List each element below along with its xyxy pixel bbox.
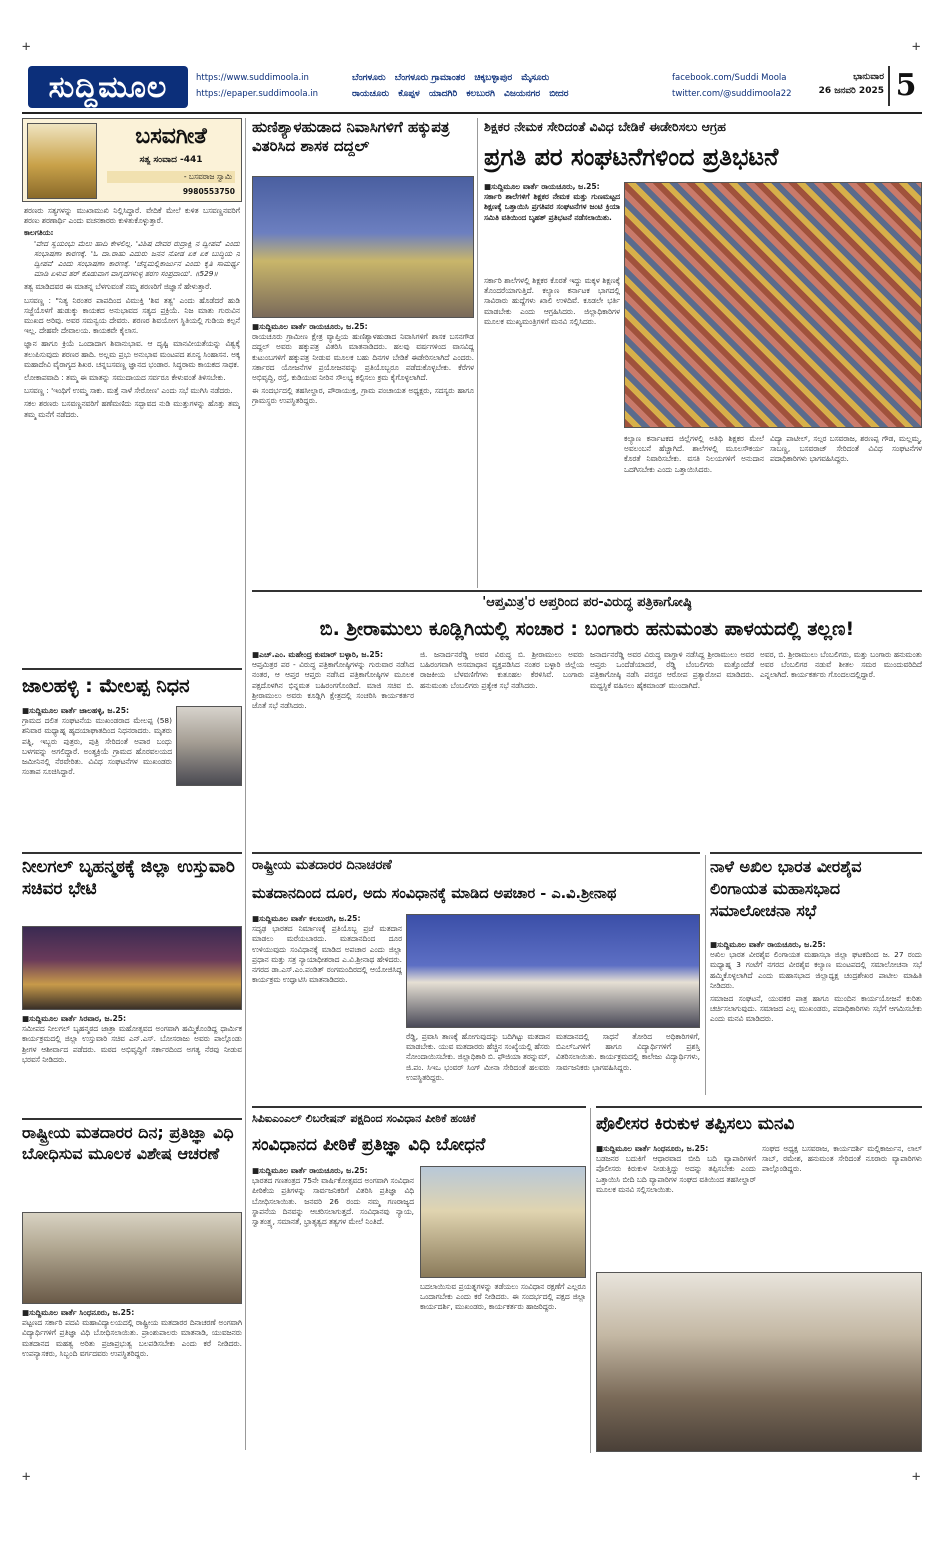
jalahalli-headline[interactable]: ಜಾಲಹಳ್ಳಿ : ಮೇಲಪ್ಪ ನಿಧನ	[22, 675, 190, 697]
article-paragraph: ಸಮಾಜದ ಸಂಘಟನೆ, ಯುವಕರ ಪಾತ್ರ ಹಾಗೂ ಮುಂದಿನ ಕಾರ್ಯಯೋಜನೆ ಕುರಿತು ಚರ್ಚಿಸಲಾಗುವುದು. ಸಮಾಜದ ಎಲ್ಲ ಮುಖಂಡರು, ಪದಾಧಿಕಾರಿಗಳು ಸಭೆಗೆ ಆಗಮಿಸಬೇಕು ಎಂದು ಮನವಿ ಮಾಡಿದರು.	[710, 994, 922, 1024]
sriramulu-column-3: ಜನಾರ್ದನರೆಡ್ಡಿ ಅವರ ವಿರುದ್ಧ ವಾಗ್ದಾಳಿ ನಡೆಸಿದ್ದ ಶ್ರೀರಾಮುಲು ಅವರ ಆಪ್ತರು ಒಂದೆಡೆಯಾದರೆ, ರೆಡ್ಡಿ ಬೆಂಬಲಿಗರು ಮತ್ತೊಂದೆಡೆ ಪತ್ರಿಕಾಗೋಷ್ಠಿ ನಡೆಸಿ ಪರಸ್ಪರ ಆರೋಪ ಪ್ರತ್ಯಾರೋಪ ಮಾಡಿದರು. ಮಧ್ಯಸ್ಥಿಕೆ ವಹಿಸಲು ಹೈಕಮಾಂಡ್ ಮುಂದಾಗಿದೆ.	[590, 650, 754, 690]
city-tag: ರಾಯಚೂರು	[352, 89, 390, 99]
voters-center-headline[interactable]: ಮತದಾನದಿಂದ ದೂರ, ಅದು ಸಂವಿಧಾನಕ್ಕೆ ಮಾಡಿದ ಅಪಚಾರ - ಎ.ವಿ.ಶ್ರೀನಾಥ	[252, 886, 617, 902]
registration-mark: +	[912, 39, 921, 55]
police-headline[interactable]: ಪೊಲೀಸರ ಕಿರುಕುಳ ತಪ್ಪಿಸಲು ಮನವಿ	[596, 1114, 795, 1134]
nilagal-headline[interactable]: ನೀಲಗಲ್ ಬೃಹನ್ಮಠಕ್ಕೆ ಜಿಲ್ಲಾ ಉಸ್ತುವಾರಿ ಸಚಿವರ ಭೇಟಿ	[22, 857, 235, 899]
nilagal-article	[22, 1014, 242, 1114]
cpi-photo	[420, 1166, 586, 1278]
cpi-headline[interactable]: ಸಂವಿಧಾನದ ಪೀಠಿಕೆ ಪ್ರತಿಜ್ಞಾ ವಿಧಿ ಬೋಧನೆ	[252, 1135, 486, 1155]
article-paragraph: ತತ್ವ ಮಾಡಿದವರ ಈ ಮಾತನ್ನ ಬೆಳಗುವಂತೆ ನಮ್ಮ ಶರಣರಿಗೆ ಜಿಜ್ಞಾಸೆ ಹೇಳುತ್ತಾರೆ.	[24, 282, 212, 292]
column-rule	[590, 1108, 591, 1453]
basava-header-box	[22, 118, 242, 202]
article-paragraph: ರಾಯಚೂರು ಗ್ರಾಮೀಣ ಕ್ಷೇತ್ರ ವ್ಯಾಪ್ತಿಯ ಹುಣಿಶ್ಯಾಳಹುಡಾದ ನಿವಾಸಿಗಳಿಗೆ ಶಾಸಕ ಬಸನಗೌಡ ದದ್ದಲ್ ಅವರು ಹಕ್ಕುಪತ್ರ ವಿತರಿಸಿ ಮಾತನಾಡಿದರು. ಹಲವು ವರ್ಷಗಳಿಂದ ವಾಸವಿದ್ದ ಕುಟುಂಬಗಳಿಗೆ ಹಕ್ಕುಪತ್ರ ನೀಡುವ ಮೂಲಕ ಬಹು ದಿನಗಳ ಬೇಡಿಕೆ ಈಡೇರಿಸಲಾಗಿದೆ ಎಂದರು. ಸರ್ಕಾರದ ಯೋಜನೆಗಳ ಪ್ರಯೋಜನವನ್ನು ಪ್ರತಿಯೊಬ್ಬರೂ ಪಡೆದುಕೊಳ್ಳಬೇಕು. ಕೆರೆಗಳ ಅಭಿವೃದ್ಧಿ, ರಸ್ತೆ, ಕುಡಿಯುವ ನೀರಿನ ಸೌಲಭ್ಯ ಕಲ್ಪಿಸಲು ಕ್ರಮ ಕೈಗೊಳ್ಳಲಾಗಿದೆ.	[252, 332, 474, 383]
masthead-rule	[22, 112, 922, 114]
page-number: 5	[888, 66, 922, 106]
article-paragraph: ಬಸವಣ್ಣ : 'ಇಂಥಿಗೆ ಉಮ್ಮ ಸಾಕು. ಮತ್ತೆ ನಾಳೆ ಸೇರೋಣ' ಎಂದು ಸಭೆ ಮುಗಿಸಿ ನಡೆದರು.	[24, 386, 233, 396]
city-tag: ವಿಜಯನಗರ	[504, 89, 541, 99]
article-byline: ■ಸುದ್ದಿಮೂಲ ವಾರ್ತೆ ರಾಯಚೂರು, ಜ.25:	[252, 322, 368, 331]
hunashyal-article	[252, 322, 474, 584]
column-rule	[705, 855, 706, 1095]
facebook-link[interactable]: facebook.com/Suddi Moola	[672, 73, 787, 83]
article-paragraph: ಬಸವಣ್ಣ : "ನಿತ್ಯ ನಿರಂತರ ಪಾಪದಿಂದ ವಿಮುಕ್ತಿ 'ಶಿವ ತತ್ವ' ಎಂದು ಹೊಡೆದರೆ ಹುಡಿ ಸಜ್ಜೆಯೊಳಗೆ ಹುಡುಕ್ಕು ಕಾಯಕದ ಅನುಭಾವದ ಸತ್ಯದ ಪ್ರಕ್ರಿಯೆ. ನಿಜ ಮಾತು ಗುರುವಿನ ಮುಖದ ಅರಿವು. ಅವರ ಸಮನ್ವಯ ದೇವರು. ಶರಣರ ಶಿವಯೋಗ ಸ್ಥಿತಿಯಲ್ಲಿ ಗುಡಿಯ ಕಲ್ಪನೆ ಇಲ್ಲ. ದೇಹವೇ ದೇವಾಲಯ. ಕಾಯಕವೇ ಕೈಲಾಸ.	[24, 295, 240, 336]
article-byline: ■ಸುದ್ದಿಮೂಲ ವಾರ್ತೆ ಜಾಲಹಳ್ಳಿ, ಜ.25:	[22, 706, 130, 715]
hunashyal-photo	[252, 176, 474, 318]
masthead-links	[196, 70, 346, 102]
article-paragraph: ಭಾರತದ ಗಣತಂತ್ರದ 75ನೇ ವಾರ್ಷಿಕೋತ್ಸವದ ಅಂಗವಾಗಿ ಸಂವಿಧಾನ ಪೀಠಿಕೆಯ ಪ್ರತಿಗಳನ್ನು ಸಾರ್ವಜನಿಕರಿಗೆ ವಿತರಿಸಿ ಪ್ರತಿಜ್ಞಾ ವಿಧಿ ಬೋಧಿಸಲಾಯಿತು. ಜನವರಿ 26 ರಂದು ನಮ್ಮ ಗಣರಾಜ್ಯದ ಸ್ಥಾಪನೆಯ ದಿನವನ್ನು ಆಚರಿಸಲಾಗುತ್ತದೆ. ಸಂವಿಧಾನವು ನ್ಯಾಯ, ಸ್ವಾತಂತ್ರ್ಯ, ಸಮಾನತೆ, ಭ್ರಾತೃತ್ವದ ತತ್ವಗಳ ಮೇಲೆ ನಿಂತಿದೆ.	[252, 1176, 414, 1227]
voters-left-photo	[22, 1212, 242, 1304]
registration-mark: +	[22, 39, 31, 55]
article-paragraph: ಶರಣರು ಸತ್ಯಗಳನ್ನು ಮುಖಾಮುಖಿ ನಿಲ್ಲಿಸಿದ್ದಾರೆ. ವೇದಿಕೆ ಮೇಲೆ ಕುಳಿತ ಬಸವಣ್ಣನವರಿಗೆ ಶರಣು ಶರಣಾರ್ಥಿ ಎಂದು ವಚನಕಾರರು ಕುಳಿತುಕೊಳ್ಳುತ್ತಾರೆ.	[24, 206, 240, 226]
article-paragraph: ಸಕಲ ಶರಣರು ಬಸವಣ್ಣನವರಿಗೆ ಹಣೆಮಣಿದು ಸದ್ಭಾವದ ನುಡಿ ಮುತ್ತುಗಳನ್ನು ಹೊತ್ತು ತಮ್ಮ ತಮ್ಮ ಮನೆಗೆ ನಡೆದರು.	[24, 399, 240, 419]
cpi-column-1	[252, 1166, 414, 1454]
column-rule	[245, 650, 246, 1450]
police-photo	[596, 1272, 922, 1452]
voters-center-photo	[406, 914, 700, 1028]
police-column-2: ಸಂಘದ ಅಧ್ಯಕ್ಷ ಬಸವರಾಜ, ಕಾರ್ಯದರ್ಶಿ ಮಲ್ಲಿಕಾರ್ಜುನ, ಲಾಲ್ ಸಾಬ್, ರಮೇಶ, ಹನುಮಂತ ಸೇರಿದಂತೆ ನೂರಾರು ವ್ಯಾಪಾರಿಗಳು ಪಾಲ್ಗೊಂಡಿದ್ದರು.	[762, 1144, 922, 1174]
section-rule	[710, 852, 922, 854]
article-paragraph: ಈ ಸಂದರ್ಭದಲ್ಲಿ ತಹಸೀಲ್ದಾರ, ಪೌರಾಯುಕ್ತ, ಗ್ರಾಮ ಪಂಚಾಯತ ಅಧ್ಯಕ್ಷರು, ಸದಸ್ಯರು ಹಾಗೂ ಗ್ರಾಮಸ್ಥರು ಉಪಸ್ಥಿತರಿದ್ದರು.	[252, 386, 474, 406]
nilagal-photo	[22, 926, 242, 1010]
article-byline: ■ಸುದ್ದಿಮೂಲ ವಾರ್ತೆ ರಾಯಚೂರು, ಜ.25:	[252, 1166, 368, 1175]
article-paragraph: ಬಡಜನರ ಬದುಕಿಗೆ ಆಧಾರವಾದ ಬೀದಿ ಬದಿ ವ್ಯಾಪಾರಿಗಳಿಗೆ ಪೊಲೀಸರು ಕಿರುಕುಳ ನೀಡುತ್ತಿದ್ದು ಅದನ್ನು ತಪ್ಪಿಸಬೇಕು ಎಂದು ಒತ್ತಾಯಿಸಿ ಬೀದಿ ಬದಿ ವ್ಯಾಪಾರಿಗಳ ಸಂಘದ ವತಿಯಿಂದ ತಹಸೀಲ್ದಾರ್ ಮೂಲಕ ಮನವಿ ಸಲ್ಲಿಸಲಾಯಿತು.	[596, 1154, 756, 1194]
article-byline: ■ಸುದ್ದಿಮೂಲ ವಾರ್ತೆ ಕಲಬುರಗಿ, ಜ.25:	[252, 914, 361, 923]
jalahalli-portrait	[176, 706, 242, 786]
mahasabha-headline[interactable]: ನಾಳೆ ಅಖಿಲ ಭಾರತ ವೀರಶೈವ ಲಿಂಗಾಯತ ಮಹಾಸಭಾದ ಸಮಾಲೋಚನಾ ಸಭೆ	[710, 857, 862, 920]
jalahalli-article	[22, 706, 242, 846]
section-rule	[22, 852, 242, 854]
sriramulu-kicker: 'ಆಪ್ತಮಿತ್ರ'ರ ಆಪ್ತರಿಂದ ಪರ-ವಿರುದ್ಧ ಪತ್ರಿಕಾಗೋಷ್ಠಿ	[482, 595, 692, 610]
voters-left-headline[interactable]: ರಾಷ್ಟ್ರೀಯ ಮತದಾರರ ದಿನ; ಪ್ರತಿಜ್ಞಾ ವಿಧಿ ಬೋಧಿಸುವ ಮೂಲಕ ವಿಶೇಷ ಆಚರಣೆ	[22, 1123, 234, 1163]
masthead-date	[812, 70, 884, 98]
protest-headline[interactable]: ಪ್ರಗತಿ ಪರ ಸಂಘಟನೆಗಳಿಂದ ಪ್ರತಿಭಟನೆ	[484, 143, 779, 171]
date-label: 26 ಜನವರಿ 2025	[818, 86, 884, 96]
section-rule	[22, 1118, 242, 1120]
basava-title: ಬಸವಗೀತೆ	[135, 123, 207, 149]
section-rule	[596, 1106, 922, 1108]
protest-kicker: ಶಿಕ್ಷಕರ ನೇಮಕ ಸೇರಿದಂತೆ ವಿವಿಧ ಬೇಡಿಕೆ ಈಡೇರಿಸಲು ಆಗ್ರಹ	[484, 119, 726, 134]
city-tag: ಚಿಕ್ಕಬಳ್ಳಾಪುರ	[474, 73, 513, 83]
section-rule	[252, 852, 700, 854]
basava-phone: 9980553750	[182, 187, 235, 196]
protest-column-1: ಸರ್ಕಾರಿ ಶಾಲೆಗಳಲ್ಲಿ ಶಿಕ್ಷಕರ ಕೊರತೆ ಇದ್ದು ಮಕ್ಕಳ ಶಿಕ್ಷಣಕ್ಕೆ ತೊಂದರೆಯಾಗುತ್ತಿದೆ. ಕಲ್ಯಾಣ ಕರ್ನಾಟಕ ಭಾಗದಲ್ಲಿ ಸಾವಿರಾರು ಹುದ್ದೆಗಳು ಖಾಲಿ ಉಳಿದಿವೆ. ಕೂಡಲೇ ಭರ್ತಿ ಮಾಡಬೇಕು ಎಂದು ಆಗ್ರಹಿಸಿದರು. ಜಿಲ್ಲಾಧಿಕಾರಿಗಳ ಮೂಲಕ ಮುಖ್ಯಮಂತ್ರಿಗಳಿಗೆ ಮನವಿ ಸಲ್ಲಿಸಿದರು.	[484, 276, 620, 326]
protest-lead	[484, 182, 620, 272]
column-rule	[245, 118, 246, 666]
cpi-column-2: ಬದಲಾಯಿಸುವ ಪ್ರಯತ್ನಗಳನ್ನು ತಡೆಯಲು ಸಂವಿಧಾನ ರಕ್ಷಣೆಗೆ ಎಲ್ಲರೂ ಒಂದಾಗಬೇಕು ಎಂದು ಕರೆ ನೀಡಿದರು. ಈ ಸಂದರ್ಭದಲ್ಲಿ ಪಕ್ಷದ ಜಿಲ್ಲಾ ಕಾರ್ಯದರ್ಶಿ, ಮುಖಂಡರು, ಕಾರ್ಯಕರ್ತರು ಹಾಜರಿದ್ದರು.	[420, 1282, 586, 1312]
article-lead: ಸರ್ಕಾರಿ ಶಾಲೆಗಳಿಗೆ ಶಿಕ್ಷಕರ ನೇಮಕ ಮತ್ತು ಗುಣಮಟ್ಟದ ಶಿಕ್ಷಣಕ್ಕೆ ಒತ್ತಾಯಿಸಿ ಪ್ರಗತಿಪರ ಸಂಘಟನೆಗಳ ಜಂಟಿ ಕ್ರಿಯಾ ಸಮಿತಿ ವತಿಯಿಂದ ಬೃಹತ್ ಪ್ರತಿಭಟನೆ ನಡೆಸಲಾಯಿತು.	[484, 192, 620, 222]
section-rule	[252, 590, 922, 592]
protest-photo	[624, 182, 922, 428]
sriramulu-column-4: ಅವರ, ಬಿ. ಶ್ರೀರಾಮುಲು ಬೆಂಬಲಿಗರು, ಮತ್ತು ಬಂಗಾರು ಹನುಮಂತು ಅವರ ಬೆಂಬಲಿಗರ ನಡುವೆ ಶೀತಲ ಸಮರ ಮುಂದುವರಿದಿದೆ ಎನ್ನಲಾಗಿದೆ. ಕಾರ್ಯಕರ್ತರು ಗೊಂದಲದಲ್ಲಿದ್ದಾರೆ.	[760, 650, 922, 680]
epaper-link[interactable]: https://epaper.suddimoola.in	[196, 89, 319, 99]
article-paragraph: ಗ್ರಾಮದ ದಲಿತ ಸಂಘಟನೆಯ ಮುಖಂಡರಾದ ಮೇಲಪ್ಪ (58) ಶನಿವಾರ ಮಧ್ಯಾಹ್ನ ಹೃದಯಾಘಾತದಿಂದ ನಿಧನರಾದರು. ಮೃತರು ಪತ್ನಿ, ಇಬ್ಬರು ಪುತ್ರರು, ಪುತ್ರಿ ಸೇರಿದಂತೆ ಅಪಾರ ಬಂಧು ಬಳಗವನ್ನು ಅಗಲಿದ್ದಾರೆ. ಅಂತ್ಯಕ್ರಿಯೆ ಗ್ರಾಮದ ಹೊರವಲಯದ ಜಮೀನಿನಲ್ಲಿ ನೆರವೇರಿತು. ವಿವಿಧ ಸಂಘಟನೆಗಳ ಮುಖಂಡರು ಸಂತಾಪ ಸೂಚಿಸಿದ್ದಾರೆ.	[22, 716, 172, 777]
sriramulu-column-2: ಜಿ. ಜನಾರ್ದನರೆಡ್ಡಿ ಅವರ ವಿರುದ್ಧ ಬಿ. ಶ್ರೀರಾಮುಲು ಅವರು ಬಹಿರಂಗವಾಗಿ ಅಸಮಾಧಾನ ವ್ಯಕ್ತಪಡಿಸಿದ ನಂತರ ಬಳ್ಳಾರಿ ಜಿಲ್ಲೆಯ ರಾಜಕೀಯ ಬೆಳವಣಿಗೆಗಳು ಕುತೂಹಲ ಕೆರಳಿಸಿವೆ. ಬಂಗಾರು ಹನುಮಂತು ಬೆಂಬಲಿಗರು ಪ್ರತ್ಯೇಕ ಸಭೆ ನಡೆಸಿದರು.	[420, 650, 584, 690]
column-rule	[477, 118, 478, 588]
website-link[interactable]: https://www.suddimoola.in	[196, 73, 309, 83]
basava-subtitle: ಸತ್ಯ ಸಂವಾದ -441	[139, 155, 203, 165]
article-paragraph: ಪಟ್ಟಣದ ಸರ್ಕಾರಿ ಪದವಿ ಮಹಾವಿದ್ಯಾಲಯದಲ್ಲಿ ರಾಷ್ಟ್ರೀಯ ಮತದಾರರ ದಿನಾಚರಣೆ ಅಂಗವಾಗಿ ವಿದ್ಯಾರ್ಥಿಗಳಿಗೆ ಪ್ರತಿಜ್ಞಾ ವಿಧಿ ಬೋಧಿಸಲಾಯಿತು. ಪ್ರಾಂಶುಪಾಲರು ಮಾತನಾಡಿ, ಯುವಜನರು ಮತದಾನದ ಮಹತ್ವ ಅರಿತು ಪ್ರಜಾಪ್ರಭುತ್ವ ಬಲಪಡಿಸಬೇಕು ಎಂದು ಕರೆ ನೀಡಿದರು. ಉಪನ್ಯಾಸಕರು, ಸಿಬ್ಬಂದಿ ವರ್ಗದವರು ಉಪಸ್ಥಿತರಿದ್ದರು.	[22, 1318, 242, 1358]
article-paragraph: ಅಖಿಲ ಭಾರತ ವೀರಶೈವ ಲಿಂಗಾಯತ ಮಹಾಸಭಾ ಜಿಲ್ಲಾ ಘಟಕದಿಂದ ಜ. 27 ರಂದು ಮಧ್ಯಾಹ್ನ 3 ಗಂಟೆಗೆ ನಗರದ ವೀರಶೈವ ಕಲ್ಯಾಣ ಮಂಟಪದಲ್ಲಿ ಸಮಾಲೋಚನಾ ಸಭೆ ಹಮ್ಮಿಕೊಳ್ಳಲಾಗಿದೆ ಎಂದು ಮಹಾಸಭಾದ ಜಿಲ್ಲಾಧ್ಯಕ್ಷ ಚಂದ್ರಶೇಖರ ಪಾಟೀಲ ಮಾಹಿತಿ ನೀಡಿದರು.	[710, 950, 922, 990]
article-subhead: ಕಾಲಗತಿಯ:	[24, 228, 54, 238]
basava-article	[24, 206, 240, 646]
masthead-logo[interactable]: ಸುದ್ದಿಮೂಲ	[28, 66, 188, 108]
voters-center-column-2: ರೆಡ್ಡಿ, ಪ್ರವಾಸಿ ತಾಣಕ್ಕೆ ಹೋಗುವುದನ್ನು ಬದಿಗಿಟ್ಟು ಮತದಾನ ಮಾಡಬೇಕು. ಯುವ ಮತದಾರರು ಹೆಚ್ಚಿನ ಸಂಖ್ಯೆಯಲ್ಲಿ ಹೆಸರು ನೋಂದಾಯಿಸಬೇಕು. ಜಿಲ್ಲಾಧಿಕಾರಿ ಬಿ. ಫೌಜಿಯಾ ತರನ್ನುಮ್, ಜಿ.ಪಂ. ಸಿಇಒ ಭಂವರ್ ಸಿಂಗ್ ಮೀನಾ ಸೇರಿದಂತೆ ಹಲವರು ಉಪಸ್ಥಿತರಿದ್ದರು.	[406, 1032, 550, 1082]
voters-center-column-3: ಮತದಾನದಲ್ಲಿ ಸಾಧನೆ ತೋರಿದ ಅಧಿಕಾರಿಗಳಿಗೆ, ಬಿಎಲ್ಒಗಳಿಗೆ ಹಾಗೂ ವಿದ್ಯಾರ್ಥಿಗಳಿಗೆ ಪ್ರಶಸ್ತಿ ವಿತರಿಸಲಾಯಿತು. ಕಾರ್ಯಕ್ರಮದಲ್ಲಿ ಕಾಲೇಜು ವಿದ್ಯಾರ್ಥಿಗಳು, ಸಾರ್ವಜನಿಕರು ಭಾಗವಹಿಸಿದ್ದರು.	[556, 1032, 700, 1072]
article-verse: 'ವೇದ ಸ್ವಯಂಭು ಮೆಲು ಹಾದಿ ಕೇಳಲಿಲ್ಲ. 'ವಿಶಿಷ ದೇವರ ರುದ್ರಾಕ್ಷಿ ನ ದ್ವೀಪವ' ಎಂದು ಸಂಭಾಷಣಾ ಕಾರಣಕ್ಕೆ. 'ಓ ದಾ.ರಾಹು ಎದುರು ಜನನ ನೋಡ ಏಕ ಏಕ ಬುದ್ಧಿಯ ನ ದ್ವೀಪವ' ಎಂದು ಸಂಭಾಷಣಾ ಕಾರಣಕ್ಕೆ. 'ಚೆನ್ನಮಲ್ಲಿಕಾರ್ಜುನ ಎಂದು ಕೃತಿ ಸಾಮರ್ಥ್ಯ ಮಾಡಿ ಏಳುವ ಶರ್ ಕೊಡುವಾಗ ವಾಗ್ನದಗಳುಳ್ಳ ಶರಣ ಸಂಪ್ರದಾಯ'. ॥529॥	[34, 238, 240, 279]
voters-center-kicker: ರಾಷ್ಟ್ರೀಯ ಮತದಾರರ ದಿನಾಚರಣೆ	[252, 858, 392, 873]
protest-column-3: ವಿದ್ಯಾ ಪಾಟೀಲ್, ಸಲ್ಗರ ಬಸವರಾಜ, ಶರಣಪ್ಪ ಗೌಡ, ಮಲ್ಲಮ್ಮ, ಸಾಬಣ್ಣ, ಬಸವರಾಜ್ ಸೇರಿದಂತೆ ವಿವಿಧ ಸಂಘಟನೆಗಳ ಪದಾಧಿಕಾರಿಗಳು ಭಾಗವಹಿಸಿದ್ದರು.	[770, 434, 922, 464]
masthead-cities	[352, 70, 652, 102]
city-tag: ಕೊಪ್ಪಳ	[398, 89, 420, 99]
city-tag: ಬೆಂಗಳೂರು	[352, 73, 386, 83]
cpi-kicker: ಸಿಪಿಐಎಂಎಲ್ ಲಿಬರೇಷನ್ ಪಕ್ಷದಿಂದ ಸಂವಿಧಾನ ಪೀಠಿಕೆ ಹಂಚಿಕೆ	[252, 1112, 476, 1125]
article-paragraph: ಲೋಕಾಪವಾದಿ : ತಮ್ಮ ಈ ಮಾತನ್ನು ಸಮುದಾಯದ ಸರ್ವರೂ ಕೇಳುವಂತೆ ತಿಳಿಸಬೇಕು.	[24, 373, 226, 383]
hunashyal-headline[interactable]: ಹುಣಿಶ್ಯಾಳಹುಡಾದ ನಿವಾಸಿಗಳಿಗೆ ಹಕ್ಕುಪತ್ರ ವಿತರಿಸಿದ ಶಾಸಕ ದದ್ದಲ್	[252, 118, 450, 155]
masthead-social	[672, 70, 802, 102]
police-column-1	[596, 1144, 756, 1268]
article-paragraph: ಸದೃಢ ಭಾರತದ ನಿರ್ಮಾಣಕ್ಕೆ ಪ್ರತಿಯೊಬ್ಬ ಪ್ರಜೆ ಮತದಾನ ಮಾಡಲು ಮರೆಯಬಾರದು. ಮತದಾನದಿಂದ ದೂರ ಉಳಿಯುವುದು ಸಂವಿಧಾನಕ್ಕೆ ಮಾಡಿದ ಅಪಚಾರ ಎಂದು ಜಿಲ್ಲಾ ಪ್ರಧಾನ ಮತ್ತು ಸತ್ರ ನ್ಯಾಯಾಧೀಶರಾದ ಎ.ವಿ.ಶ್ರೀನಾಥ ಹೇಳಿದರು. ನಗರದ ಡಾ.ಎಸ್.ಎಂ.ಪಂಡಿತ್ ರಂಗಮಂದಿರದಲ್ಲಿ ಆಯೋಜಿಸಿದ್ದ ಕಾರ್ಯಕ್ರಮ ಉದ್ಘಾಟಿಸಿ ಮಾತನಾಡಿದರು.	[252, 924, 402, 985]
article-paragraph: ಆಪ್ತಮಿತ್ರರ ಪರ - ವಿರುದ್ಧ ಪತ್ರಿಕಾಗೋಷ್ಠಿಗಳನ್ನು ಗುರುವಾರ ನಡೆಸಿದ ನಂತರ, ಆ ಆಪ್ತರ ಆಪ್ತರು ನಡೆಸಿದ ಪತ್ರಿಕಾಗೋಷ್ಠಿಗಳ ಮೂಲಕ ಪಕ್ಷದೊಳಗಿನ ಭಿನ್ನಮತ ಬಹಿರಂಗಗೊಂಡಿದೆ. ಮಾಜಿ ಸಚಿವ ಬಿ. ಶ್ರೀರಾಮುಲು ಅವರು ಕೂಡ್ಲಿಗಿ ಕ್ಷೇತ್ರದಲ್ಲಿ ಸಂಚರಿಸಿ ಕಾರ್ಯಕರ್ತರ ಜೊತೆ ಸಭೆ ನಡೆಸಿದರು.	[252, 660, 414, 711]
day-label: ಭಾನುವಾರ	[853, 72, 884, 82]
article-byline: ■ಸುದ್ದಿಮೂಲ ವಾರ್ತೆ ರಾಯಚೂರು, ಜ.25:	[710, 940, 826, 949]
article-byline: ■ಸುದ್ದಿಮೂಲ ವಾರ್ತೆ ರಾಯಚೂರು, ಜ.25:	[484, 182, 600, 191]
article-paragraph: ಸಮೀಪದ ನೀಲಗಲ್ ಬೃಹನ್ಮಠದ ಜಾತ್ರಾ ಮಹೋತ್ಸವದ ಅಂಗವಾಗಿ ಹಮ್ಮಿಕೊಂಡಿದ್ದ ಧಾರ್ಮಿಕ ಕಾರ್ಯಕ್ರಮದಲ್ಲಿ ಜಿಲ್ಲಾ ಉಸ್ತುವಾರಿ ಸಚಿವ ಎನ್.ಎಸ್. ಬೋಸರಾಜು ಅವರು ಪಾಲ್ಗೊಂಡು ಶ್ರೀಗಳ ಆಶೀರ್ವಾದ ಪಡೆದರು. ಮಠದ ಅಭಿವೃದ್ಧಿಗೆ ಸರ್ಕಾರದಿಂದ ಅಗತ್ಯ ನೆರವು ನೀಡುವ ಭರವಸೆ ನೀಡಿದರು.	[22, 1024, 242, 1064]
basava-portrait	[27, 123, 97, 199]
section-rule	[22, 668, 242, 670]
mahasabha-article	[710, 940, 922, 1102]
sriramulu-column-1	[252, 650, 414, 846]
city-tag: ಯಾದಗಿರಿ	[428, 89, 458, 99]
city-tag: ಬೆಂಗಳೂರು ಗ್ರಾಮಾಂತರ	[394, 73, 466, 83]
section-rule	[252, 1106, 586, 1108]
article-byline: ■ಸುದ್ದಿಮೂಲ ವಾರ್ತೆ ಸಿಂಧನೂರು, ಜ.25:	[596, 1144, 709, 1153]
registration-mark: +	[22, 1469, 31, 1485]
article-paragraph: ಜ್ಞಾನ ಹಾಗೂ ಕ್ರಿಯೆ ಒಂದಾದಾಗ ಶಿವಾನುಭಾವ. ಆ ದೃಷ್ಟಿ ಮಾನವೀಯತೆಯನ್ನು ವಿಶ್ವಕ್ಕೆ ತಲುಪಿಸುವುದು ಶರಣರ ಹಾದಿ. ಅಲ್ಲಮ ಪ್ರಭು ಅನುಭಾವ ಮಂಟಪದ ಶೂನ್ಯ ಸಿಂಹಾಸನ. ಅಕ್ಕ ಮಹಾದೇವಿ ವೈರಾಗ್ಯದ ಶಿಖರ. ಚನ್ನಬಸವಣ್ಣ ಜ್ಞಾನದ ಭಂಡಾರ. ಸಿದ್ಧರಾಮ ಕಾಯಕದ ಸಾಧಕ.	[24, 339, 240, 369]
city-tag: ಕಲಬುರಗಿ	[466, 89, 495, 99]
twitter-link[interactable]: twitter.com/@suddimoola22	[672, 89, 792, 99]
article-byline: ■ಸುದ್ದಿಮೂಲ ವಾರ್ತೆ ಸಿಂಧನೂರು, ಜ.25:	[22, 1308, 135, 1317]
registration-mark: +	[912, 1469, 921, 1485]
city-tag: ಬೀದರ	[549, 89, 569, 99]
city-tag: ಮೈಸೂರು	[521, 73, 550, 83]
basava-author: - ಬಸವರಾಜ ಸ್ವಾಮಿ	[107, 171, 235, 183]
article-byline: ■ಎಚ್.ಎಂ. ಮಹೇಂದ್ರ ಕುಮಾರ್ ಬಳ್ಳಾರಿ, ಜ.25:	[252, 650, 383, 659]
voters-center-column-1	[252, 914, 402, 1102]
sriramulu-headline[interactable]: ಬಿ. ಶ್ರೀರಾಮುಲು ಕೂಡ್ಲಿಗಿಯಲ್ಲಿ ಸಂಚಾರ : ಬಂಗಾರು ಹನುಮಂತು ಪಾಳಯದಲ್ಲಿ ತಲ್ಲಣ!	[319, 618, 855, 640]
protest-column-2: ಕಲ್ಯಾಣ ಕರ್ನಾಟಕದ ಜಿಲ್ಲೆಗಳಲ್ಲಿ ಅತಿಥಿ ಶಿಕ್ಷಕರ ಮೇಲೆ ಅವಲಂಬನೆ ಹೆಚ್ಚಾಗಿದೆ. ಶಾಲೆಗಳಲ್ಲಿ ಮೂಲಸೌಕರ್ಯ ಕೊರತೆ ನಿವಾರಿಸಬೇಕು. ವಸತಿ ನಿಲಯಗಳಿಗೆ ಅನುದಾನ ಒದಗಿಸಬೇಕು ಎಂದು ಒತ್ತಾಯಿಸಿದರು.	[624, 434, 764, 474]
voters-left-article	[22, 1308, 242, 1454]
article-byline: ■ಸುದ್ದಿಮೂಲ ವಾರ್ತೆ ಸಿರವಾರ, ಜ.25:	[22, 1014, 127, 1023]
